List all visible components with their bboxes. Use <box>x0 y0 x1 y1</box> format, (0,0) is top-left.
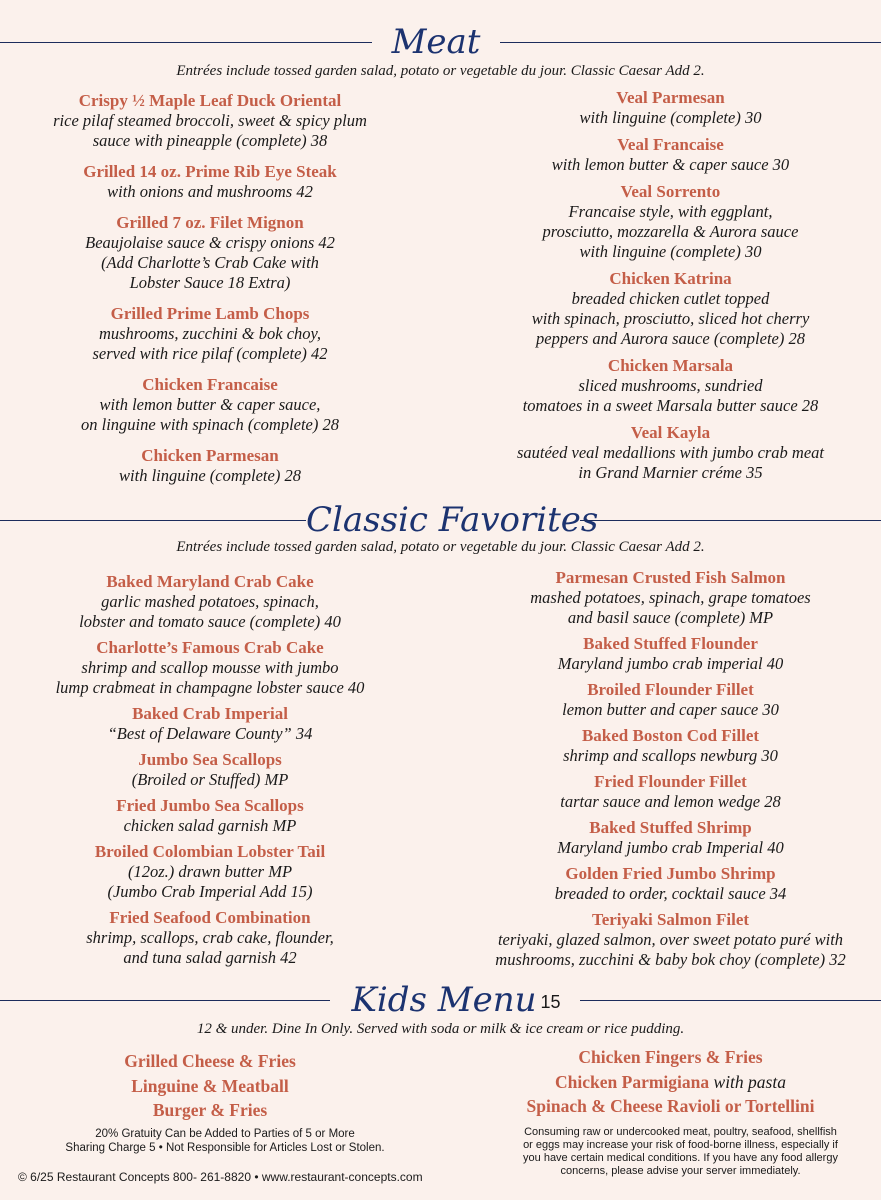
menu-item-name: Fried Jumbo Sea Scallops <box>116 796 304 815</box>
kids-menu-item <box>460 1045 881 1070</box>
menu-item-description: sliced mushrooms, sundried tomatoes in a sweet Marsala butter sauce 28 <box>522 376 819 415</box>
menu-item-name: Chicken Katrina <box>609 269 732 288</box>
menu-item <box>460 181 881 262</box>
menu-item <box>0 374 420 435</box>
menu-item-name: Grilled Prime Lamb Chops <box>110 304 310 323</box>
menu-item <box>0 637 420 698</box>
menu-item-name: Veal Francaise <box>617 135 724 154</box>
menu-item-description: teriyaki, glazed salmon, over sweet potato puré with mushrooms, zucchini & baby bok choy (complete) 32 <box>495 930 846 969</box>
menu-item-name: Fried Flounder Fillet <box>594 772 747 791</box>
menu-item-description: chicken salad garnish MP <box>123 816 297 835</box>
kids-note: 12 & under. Dine In Only. Served with soda or milk & ice cream or rice pudding. <box>196 1021 685 1037</box>
menu-item-name: Veal Kayla <box>630 423 711 442</box>
menu-item-description: garlic mashed potatoes, spinach, lobster and tomato sauce (complete) 40 <box>79 592 341 631</box>
menu-item-description: mushrooms, zucchini & bok choy, served with rice pilaf (complete) 42 <box>92 324 328 363</box>
menu-item-description: rice pilaf steamed broccoli, sweet & spicy plum sauce with pineapple (complete) 38 <box>53 111 367 150</box>
menu-item-name: Golden Fried Jumbo Shrimp <box>565 864 776 883</box>
menu-item-description: with linguine (complete) 28 <box>119 466 301 485</box>
food-safety-warning: Consuming raw or undercooked meat, poultry, seafood, shellfish or eggs may increase your risk of food-borne illness, especially if you have certain medical conditions. If you have any food allergy concerns, please advise your server immediately. <box>523 1126 838 1177</box>
menu-item-name: Grilled 7 oz. Filet Mignon <box>116 213 304 232</box>
kids-menu-item-name: Spinach & Cheese Ravioli or Tortellini <box>526 1096 815 1116</box>
kids-menu-item: Burger & Fries <box>152 1100 268 1120</box>
menu-item <box>460 268 881 349</box>
menu-item-name: Baked Boston Cod Fillet <box>581 726 760 745</box>
menu-item-description: Francaise style, with eggplant, prosciutto, mozzarella & Aurora sauce with linguine (complete) 30 <box>542 202 799 261</box>
menu-item-description: shrimp and scallops newburg 30 <box>563 746 778 765</box>
menu-item-description: with onions and mushrooms 42 <box>107 182 313 201</box>
meat-right-column <box>460 87 881 483</box>
divider-rule <box>0 42 372 43</box>
divider-rule <box>500 42 881 43</box>
menu-item-name: Chicken Francaise <box>142 375 278 394</box>
menu-item-description: lemon butter and caper sauce 30 <box>562 700 779 719</box>
menu-item <box>460 725 881 766</box>
menu-item <box>0 212 420 293</box>
menu-item <box>0 703 420 744</box>
kids-menu-item <box>460 1070 881 1095</box>
menu-item-description: tartar sauce and lemon wedge 28 <box>560 792 781 811</box>
menu-item-name: Chicken Parmesan <box>141 446 279 465</box>
section-title-kids <box>336 980 576 1022</box>
menu-item-description: mashed potatoes, spinach, grape tomatoes and basil sauce (complete) MP <box>530 588 811 627</box>
menu-item-name: Baked Stuffed Shrimp <box>589 818 752 837</box>
classic-note: Entrées include tossed garden salad, potato or vegetable du jour. Classic Caesar Add 2. <box>176 539 705 555</box>
menu-item-name: Veal Parmesan <box>616 88 725 107</box>
menu-item-name: Grilled 14 oz. Prime Rib Eye Steak <box>83 162 337 181</box>
menu-item <box>460 633 881 674</box>
kids-menu-item: Grilled Cheese & Fries <box>124 1051 296 1071</box>
classic-right-column <box>460 567 881 970</box>
copyright-line: © 6/25 Restaurant Concepts 800- 261-8820 • www.restaurant-concepts.com <box>18 1170 423 1184</box>
menu-item-description: Beaujolaise sauce & crispy onions 42 (Add Charlotte’s Crab Cake with Lobster Sauce 18 Extra) <box>85 233 335 292</box>
menu-item-name: Veal Sorrento <box>620 182 721 201</box>
menu-item-name: Crispy ½ Maple Leaf Duck Oriental <box>78 91 342 110</box>
menu-item-description: Maryland jumbo crab Imperial 40 <box>557 838 784 857</box>
menu-item-description: (12oz.) drawn butter MP (Jumbo Crab Imperial Add 15) <box>107 862 313 901</box>
menu-item <box>0 90 420 151</box>
kids-price: 15 <box>540 992 561 1012</box>
menu-item <box>460 909 881 970</box>
menu-item <box>0 303 420 364</box>
menu-item-description: (Broiled or Stuffed) MP <box>131 770 289 789</box>
menu-item-description: with lemon butter & caper sauce, on linguine with spinach (complete) 28 <box>81 395 339 434</box>
menu-item-description: with linguine (complete) 30 <box>579 108 762 127</box>
kids-menu-item-name: Chicken Parmigiana <box>555 1071 710 1092</box>
section-title-meat: Meat <box>391 22 481 62</box>
kids-menu-item <box>460 1094 881 1119</box>
kids-menu-item-extra: with pasta <box>709 1071 786 1092</box>
menu-item-description: breaded chicken cutlet topped with spinach, prosciutto, sliced hot cherry peppers and Aurora sauce (complete) 28 <box>531 289 810 348</box>
menu-item <box>0 161 420 202</box>
divider-rule <box>0 520 306 521</box>
menu-item <box>0 571 420 632</box>
menu-item-name: Broiled Colombian Lobster Tail <box>94 842 326 861</box>
menu-item-name: Fried Seafood Combination <box>109 908 311 927</box>
menu-item-description: breaded to order, cocktail sauce 34 <box>554 884 787 903</box>
menu-item <box>460 863 881 904</box>
menu-item-name: Baked Crab Imperial <box>132 704 288 723</box>
kids-menu-item-name: Chicken Fingers & Fries <box>578 1047 763 1067</box>
menu-item-name: Jumbo Sea Scallops <box>138 750 282 769</box>
menu-item <box>460 567 881 628</box>
menu-item-description: sautéed veal medallions with jumbo crab meat in Grand Marnier créme 35 <box>516 443 825 482</box>
menu-item <box>0 749 420 790</box>
menu-item <box>0 907 420 968</box>
menu-item-name: Charlotte’s Famous Crab Cake <box>96 638 324 657</box>
menu-item <box>460 679 881 720</box>
meat-left-column <box>0 90 420 486</box>
kids-left-column <box>0 1049 420 1123</box>
menu-item-description: Maryland jumbo crab imperial 40 <box>557 654 784 673</box>
menu-item <box>460 771 881 812</box>
classic-left-column <box>0 571 420 968</box>
meat-header <box>0 22 881 62</box>
kids-right-column <box>460 1045 881 1119</box>
kids-title-text: Kids Menu <box>351 980 537 1020</box>
menu-item-name: Baked Stuffed Flounder <box>583 634 758 653</box>
menu-item <box>460 134 881 175</box>
menu-item-description: with lemon butter & caper sauce 30 <box>551 155 790 174</box>
menu-item-description: shrimp, scallops, crab cake, flounder, and tuna salad garnish 42 <box>86 928 334 967</box>
menu-item <box>0 795 420 836</box>
section-title-classic: Classic Favorites <box>306 500 599 540</box>
menu-item-description: “Best of Delaware County” 34 <box>107 724 313 743</box>
menu-item-name: Teriyaki Salmon Filet <box>591 910 750 929</box>
meat-note: Entrées include tossed garden salad, potato or vegetable du jour. Classic Caesar Add 2. <box>176 63 705 79</box>
menu-item <box>460 422 881 483</box>
divider-rule <box>0 1000 330 1001</box>
gratuity-note: 20% Gratuity Can be Added to Parties of 5 or More Sharing Charge 5 • Not Responsible for Articles Lost or Stolen. <box>65 1128 385 1154</box>
menu-item <box>0 445 420 486</box>
divider-rule <box>580 1000 881 1001</box>
divider-rule <box>580 520 881 521</box>
menu-item <box>460 817 881 858</box>
kids-header <box>0 980 881 1020</box>
menu-item-description: shrimp and scallop mousse with jumbo lump crabmeat in champagne lobster sauce 40 <box>55 658 365 697</box>
menu-item <box>0 841 420 902</box>
menu-item-name: Baked Maryland Crab Cake <box>106 572 314 591</box>
menu-item-name: Parmesan Crusted Fish Salmon <box>555 568 786 587</box>
menu-item-name: Broiled Flounder Fillet <box>587 680 754 699</box>
classic-header <box>0 500 881 540</box>
menu-item-name: Chicken Marsala <box>607 356 734 375</box>
menu-item <box>460 87 881 128</box>
menu-item <box>460 355 881 416</box>
kids-menu-item: Linguine & Meatball <box>131 1075 289 1096</box>
